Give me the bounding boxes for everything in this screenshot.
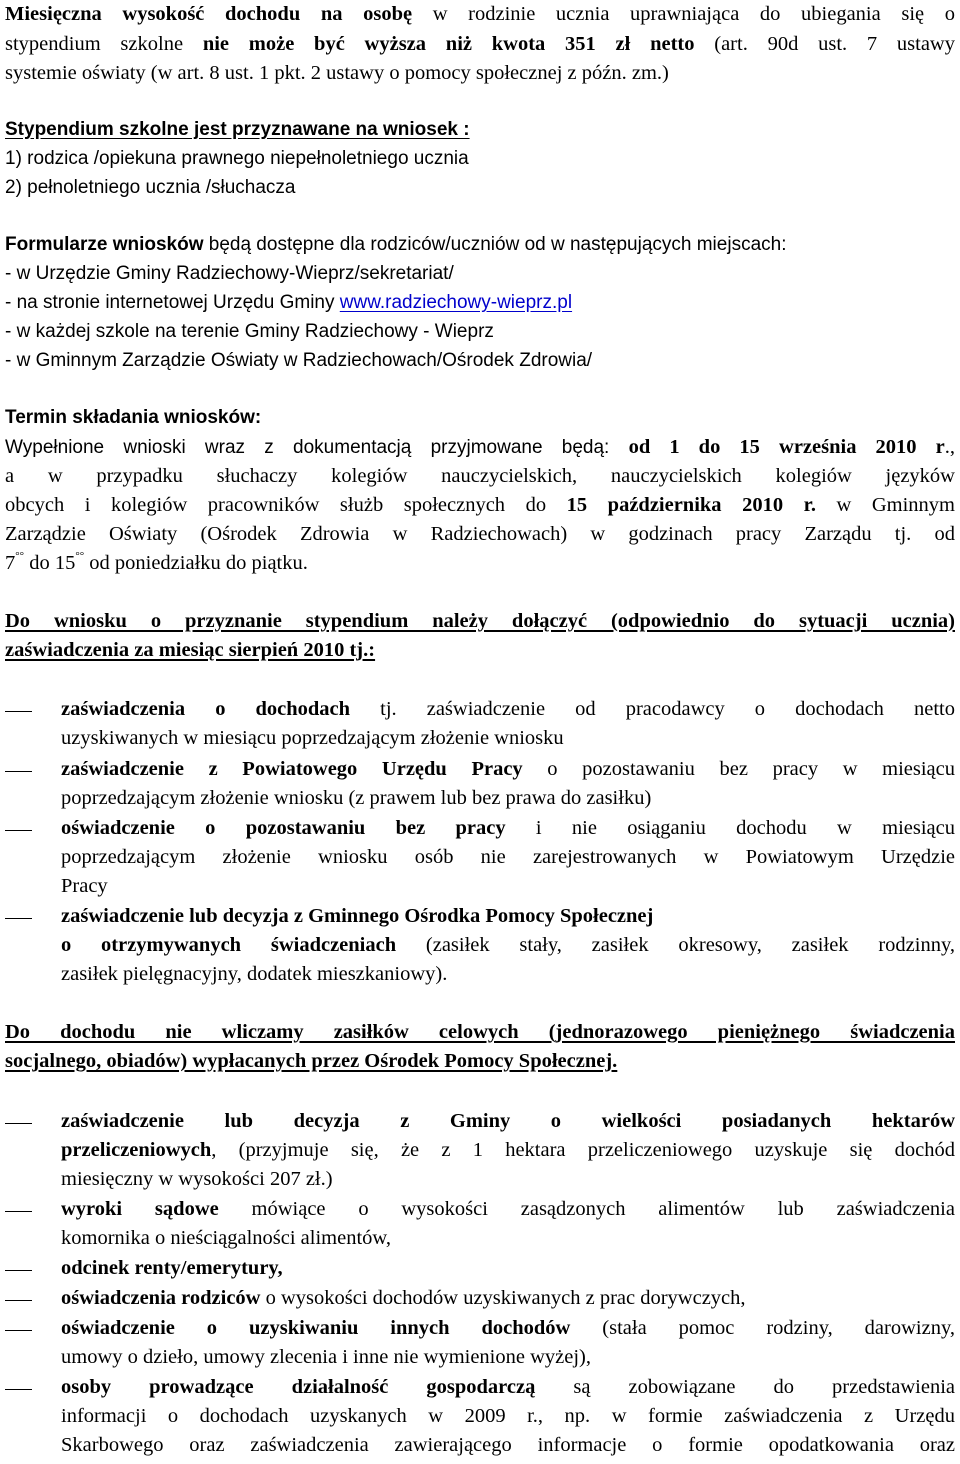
list-item-title: zaświadczenie lub decyzja z Gminnego Ośrodka Pomocy Społecznej [61,905,654,927]
list-item-title: odcinek renty/emerytury, [61,1257,283,1279]
intro-line-2 [5,34,955,55]
list-item-text: o pozostawaniu bez pracy w miesiącu [522,758,955,780]
deadline-line-4: Zarządzie Oświaty (Ośrodek Zdrowia w Radziechowach) w godzinach pracy Zarządu tj. od [5,523,955,545]
intro-line-3: systemie oświaty (w art. 8 ust. 1 pkt. 2 ustawy o pomocy społecznej z późn. zm.) [5,62,669,84]
list-item-title: przeliczeniowych [61,1139,212,1161]
application-heading [5,120,470,139]
list-item-welfare-cont [61,935,955,956]
deadline-text: Wypełnione wnioski wraz z dokumentacją przyjmowane będą: [5,437,629,458]
list-item-hectares-cont [61,1140,955,1161]
list-item-labour-office-cont: poprzedzającym złożenie wniosku (z prawem lub bez prawa do zasiłku) [61,787,652,809]
list-dash [5,1211,32,1212]
forms-location-4: - w Gminnym Zarządzie Oświaty w Radziechowach/Ośrodek Zdrowia/ [5,350,593,371]
forms-location-2 [5,293,572,312]
list-item-title: zaświadczenia o dochodach [61,698,351,720]
deadline-text: w Gminnym [815,494,956,516]
hours-days: od poniedziałku do piątku. [84,552,308,574]
list-item-text: są zobowiązane do przedstawienia [535,1376,955,1398]
hours-minutes: °° [15,550,25,562]
deadline-line-1 [5,437,955,458]
exclude-note-1 [5,1022,955,1043]
intro-text: (art. 90d ust. 7 ustawy [694,33,955,55]
list-item-text: tj. zaświadczenie od pracodawcy o dochodach netto [350,698,955,720]
list-item-title: oświadczenia rodziców [61,1287,261,1309]
list-dash [5,830,32,831]
list-item-title: zaświadczenie lub decyzja z Gminy o wielkości posiadanych hektarów [61,1110,955,1132]
forms-lead-text: będą dostępne dla rodziców/uczniów od w następujących miejscach: [203,234,787,255]
list-dash [5,1123,32,1124]
list-item-unemployment [61,818,955,839]
list-dash [5,771,32,772]
forms-lead [5,235,786,254]
list-item-welfare [61,906,653,927]
list-item-income [61,699,955,720]
exclude-note-2 [5,1051,617,1072]
list-item-text: o wysokości dochodów uzyskiwanych z prac dorywczych, [260,1287,746,1309]
list-dash [5,1300,32,1301]
list-item-labour-office [61,759,955,780]
application-item-1: 1) rodzica /opiekuna prawnego niepełnoletniego ucznia [5,148,469,169]
deadline-date: od 1 do 15 września 2010 r [628,436,945,458]
list-item-unemployment-cont: poprzedzającym złożenie wniosku osób nie zarejestrowanych w Powiatowym Urzędzie [61,846,955,868]
forms-location-3: - w każdej szkole na terenie Gminy Radziechowy - Wieprz [5,321,494,342]
attach-heading-2 [5,640,375,661]
hours-minutes: °° [75,550,85,562]
application-heading-text: Stypendium szkolne jest przyznawane na wniosek : [5,119,470,140]
list-item-court-cont: komornika o nieściągalności alimentów, [61,1227,392,1249]
deadline-line-2: a w przypadku słuchaczy kolegiów nauczycielskich, nauczycielskich kolegiów języków [5,465,955,487]
list-dash [5,711,32,712]
deadline-text: ., [944,436,956,458]
list-item-text: (stała pomoc rodziny, darowizny, [570,1317,955,1339]
list-item-business-cont: Skarbowego oraz zaświadczenia zawierającego informacje o formie opodatkowania oraz [61,1434,955,1456]
attach-heading-text: Do wniosku o przyznanie stypendium należy dołączyć (odpowiednio do sytuacji ucznia) [5,610,955,632]
list-item-business-cont: informacji o dochodach uzyskanych w 2009 r., np. w formie zaświadczenia z Urzędu [61,1405,955,1427]
list-item-income-cont: uzyskiwanych w miesiącu poprzedzającym złożenie wniosku [61,727,564,749]
list-item-title: o otrzymywanych świadczeniach [61,934,397,956]
deadline-date-colleges: 15 października 2010 r. [566,494,816,516]
list-item-parents [61,1288,746,1309]
exclude-note-text: socjalnego, obiadów) wypłacanych przez Ośrodek Pomocy Społecznej. [5,1050,618,1072]
list-item-title: oświadczenie o uzyskiwaniu innych dochodów [61,1317,571,1339]
list-dash [5,1389,32,1390]
hours-end: do 15 [24,552,76,574]
website-link[interactable]: www.radziechowy-wieprz.pl [339,292,573,313]
deadline-line-5 [5,550,308,574]
hours-start: 7 [5,552,16,574]
list-dash [5,1270,32,1271]
list-item-text: i nie osiąganiu dochodu w miesiącu [505,817,955,839]
exclude-note-text: Do dochodu nie wliczamy zasiłków celowych (jednorazowego pieniężnego świadczenia [5,1021,955,1043]
list-item-hectares-cont: miesięczny w wysokości 207 zł.) [61,1168,333,1190]
deadline-heading [5,408,261,427]
list-dash [5,1330,32,1331]
attach-heading-text: zaświadczenia za miesiąc sierpień 2010 tj.: [5,639,376,661]
deadline-line-3 [5,495,955,516]
list-item-text: , (przyjmuje się, że z 1 hektara przeliczeniowego uzyskuje się dochód [211,1139,955,1161]
intro-text: stypendium szkolne [5,33,203,55]
list-dash [5,918,32,919]
intro-bold-limit: nie może być wyższa niż kwota 351 zł netto [202,33,695,55]
list-item-text: (zasiłek stały, zasiłek okresowy, zasiłek rodzinny, [396,934,955,956]
forms-location-2-text: - na stronie internetowej Urzędu Gminy [5,292,340,313]
list-item-title: oświadczenie o pozostawaniu bez pracy [61,817,506,839]
list-item-title: wyroki sądowe [61,1198,219,1220]
list-item-text: mówiące o wysokości zasądzonych alimentów lub zaświadczenia [218,1198,955,1220]
list-item-title: osoby prowadzące działalność gospodarczą [61,1376,536,1398]
intro-text: w rodzinie ucznia uprawniająca do ubiegania się o [412,3,955,25]
list-item-unemployment-cont: Pracy [61,875,108,897]
list-item-court [61,1199,955,1220]
list-item-other-income [61,1318,955,1339]
list-item-hectares [61,1111,955,1132]
intro-bold-income: Miesięczna wysokość dochodu na osobę [5,3,413,25]
deadline-heading-text: Termin składania wniosków: [5,407,262,428]
application-item-2: 2) pełnoletniego ucznia /słuchacza [5,177,296,198]
forms-lead-bold: Formularze wniosków [5,234,204,255]
list-item-welfare-cont: zasiłek pielęgnacyjny, dodatek mieszkaniowy). [61,963,448,985]
list-item-title: zaświadczenie z Powiatowego Urzędu Pracy [61,758,523,780]
list-item-pension [61,1258,283,1279]
list-item-business [61,1377,955,1398]
forms-location-1: - w Urzędzie Gminy Radziechowy-Wieprz/sekretariat/ [5,263,454,284]
deadline-text: obcych i kolegiów pracowników służb społecznych do [5,494,567,516]
intro-line-1 [5,4,955,25]
list-item-other-income-cont: umowy o dzieło, umowy zlecenia i inne nie wymienione wyżej), [61,1346,591,1368]
attach-heading-1 [5,611,955,632]
